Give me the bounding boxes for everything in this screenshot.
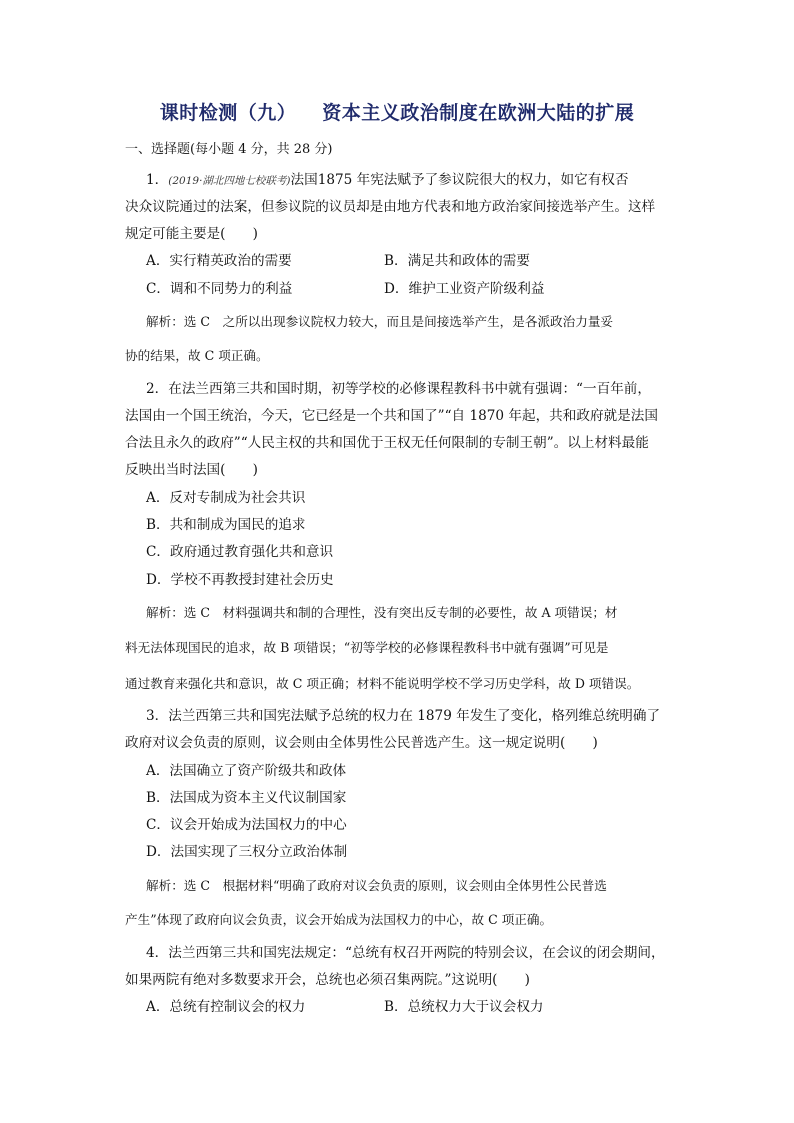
- question-1-answer-line-2: 协的结果，故 C 项正确。: [125, 348, 269, 363]
- question-2-line-1: 2．在法兰西第三共和国时期，初等学校的必修课程教科书中就有强调：“一百年前，: [146, 381, 651, 397]
- question-2-answer-line-2: 料无法体现国民的追求，故 B 项错误；“初等学校的必修课程教科书中就有强调”可见是: [125, 640, 609, 655]
- question-1-option-b: B．满足共和政体的需要: [384, 253, 530, 269]
- question-4-option-b: B．总统权力大于议会权力: [384, 999, 544, 1015]
- question-3-option-b: B．法国成为资本主义代议制国家: [146, 790, 347, 806]
- question-2-line-3: 合法且永久的政府”“人民主权的共和国优于王权无任何限制的专制王朝”。以上材料最能: [125, 435, 649, 451]
- question-3-line-2: 政府对议会负责的原则，议会则由全体男性公民普选产生。这一规定说明( ): [125, 735, 598, 751]
- question-1-line-2: 决众议院通过的法案，但参议院的议员却是由地方代表和地方政治家间接选举产生。这样: [125, 199, 656, 215]
- question-2-option-d: D．学校不再教授封建社会历史: [146, 572, 334, 588]
- question-1-option-c: C．调和不同势力的利益: [146, 281, 293, 297]
- question-2-option-b: B．共和制成为国民的追求: [146, 517, 306, 533]
- question-1-option-a: A．实行精英政治的需要: [146, 253, 292, 269]
- page-title: [0, 98, 794, 125]
- question-1-line-3: 规定可能主要是( ): [125, 226, 258, 242]
- question-1-line-1: [146, 171, 629, 190]
- title-prefix: 课时检测（九）: [159, 102, 297, 124]
- question-1-answer-line-1: 解析：选 C 之所以出现参议院权力较大，而且是间接选举产生，是各派政治力量妥: [146, 314, 614, 329]
- question-4-line-1: 4．法兰西第三共和国宪法规定：“总统有权召开两院的特别会议，在会议的闭会期间，: [146, 945, 665, 961]
- title-main: 资本主义政治制度在欧洲大陆的扩展: [322, 102, 635, 124]
- question-3-option-d: D．法国实现了三权分立政治体制: [146, 844, 348, 860]
- section-heading: 一、选择题(每小题 4 分，共 28 分): [125, 142, 333, 157]
- question-3-answer-line-1: 解析：选 C 根据材料“明确了政府对议会负责的原则，议会则由全体男性公民普选: [146, 878, 607, 893]
- question-2-line-4: 反映出当时法国( ): [125, 462, 258, 478]
- question-2-line-2: 法国由一个国王统治，今天，它已经是一个共和国了”“自 1870 年起，共和政府就是法国: [125, 408, 658, 424]
- question-3-option-c: C．议会开始成为法国权力的中心: [146, 817, 347, 833]
- question-1-option-d: D．维护工业资产阶级利益: [384, 281, 545, 297]
- question-2-option-c: C．政府通过教育强化共和意识: [146, 544, 334, 560]
- question-1-source: (2019·湖北四地七校联考): [168, 175, 291, 187]
- question-4-line-2: 如果两院有绝对多数要求开会，总统也必须召集两院。”这说明( ): [125, 972, 530, 988]
- question-2-answer-line-1: 解析：选 C 材料强调共和制的合理性，没有突出反专制的必要性，故 A 项错误；材: [146, 605, 618, 620]
- question-3-option-a: A．法国确立了资产阶级共和政体: [146, 763, 347, 779]
- question-4-option-a: A．总统有控制议会的权力: [146, 999, 306, 1015]
- question-3-line-1: 3．法兰西第三共和国宪法赋予总统的权力在 1879 年发生了变化，格列维总统明确了: [146, 708, 661, 724]
- question-2-answer-line-3: 通过教育来强化共和意识，故 C 项正确；材料不能说明学校不学习历史学科，故 D 项错误。: [125, 676, 640, 691]
- question-3-answer-line-2: 产生”体现了政府向议会负责，议会开始成为法国权力的中心，故 C 项正确。: [125, 912, 553, 927]
- question-2-option-a: A．反对专制成为社会共识: [146, 490, 306, 506]
- question-1-number: 1．: [146, 172, 169, 188]
- question-1-text: 法国1875 年宪法赋予了参议院很大的权力，如它有权否: [290, 172, 629, 188]
